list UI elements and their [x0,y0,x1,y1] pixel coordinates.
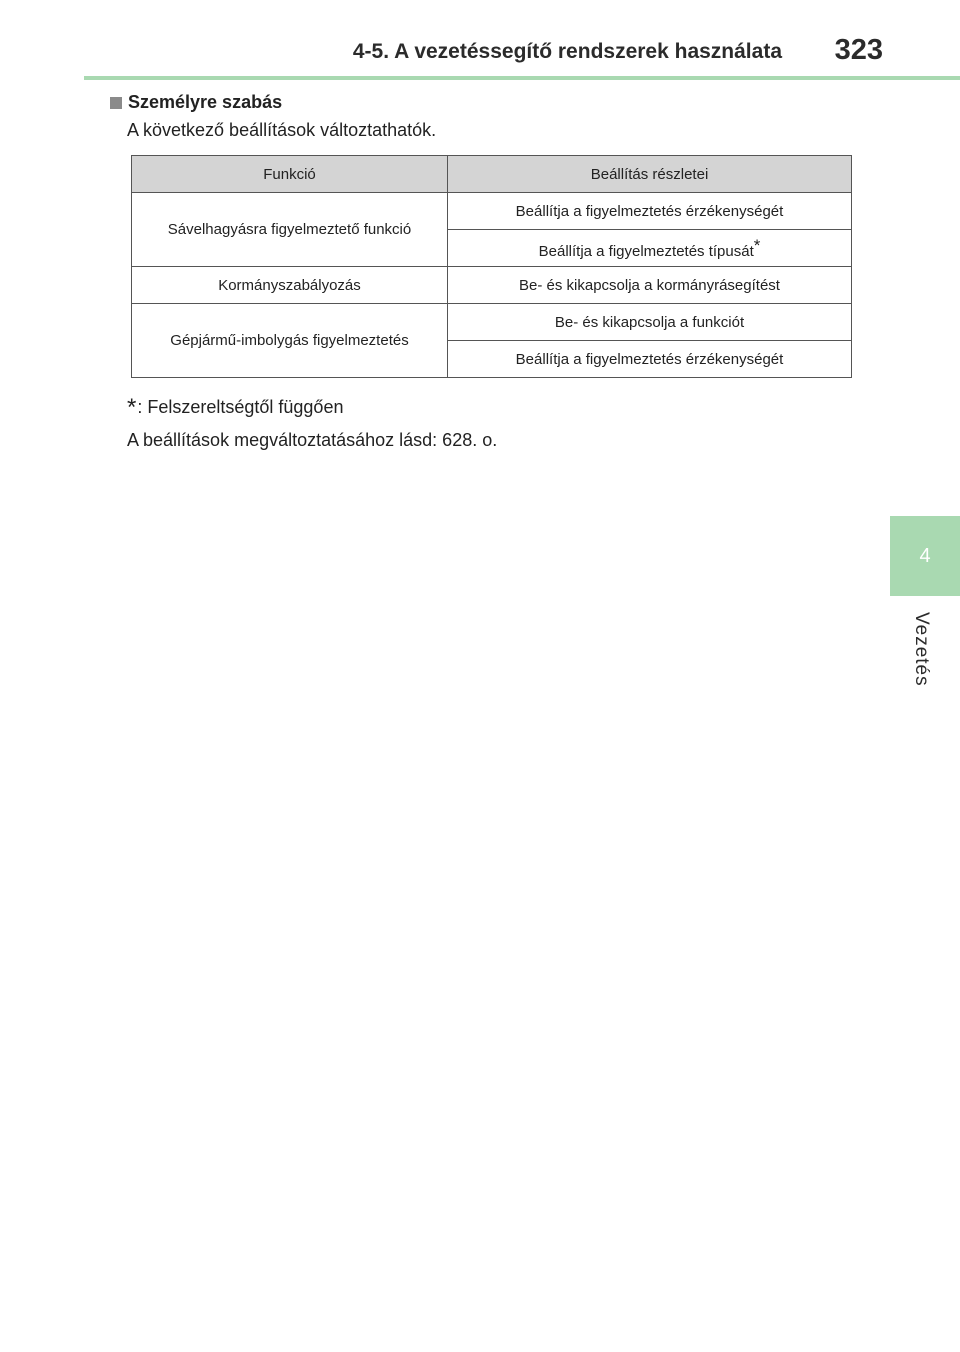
chapter-tab-number: 4 [919,544,931,567]
footnote-marker: * [753,236,761,255]
detail-cell: Beállítja a figyelmeztetés érzékenységét [448,193,852,230]
column-header-function: Funkció [132,156,448,193]
footnote [127,394,343,422]
footnote-text: : Felszereltségtől függően [137,397,344,417]
function-cell: Sávelhagyásra figyelmeztető funkció [132,193,448,267]
chapter-tab-label: Vezetés [911,612,932,687]
function-cell: Kormányszabályozás [132,267,448,304]
table-row [132,304,852,341]
detail-cell: Beállítja a figyelmeztetés érzékenységét [448,341,852,378]
section-heading [110,92,282,113]
table-header-row [132,156,852,193]
function-cell: Gépjármű-imbolygás figyelmeztetés [132,304,448,378]
detail-cell [448,230,852,267]
header-section-title: 4-5. A vezetéssegítő rendszerek használata [352,40,782,63]
settings-table [131,155,852,378]
header-divider [84,76,960,80]
footnote-star: * [127,394,137,421]
section-heading-text: Személyre szabás [128,92,283,112]
section-intro: A következő beállítások változtathatók. [127,120,437,140]
detail-cell: Be- és kikapcsolja a kormányrásegítést [448,267,852,304]
table-row [132,267,852,304]
detail-cell-text: Beállítja a figyelmeztetés típusát [538,243,754,260]
column-header-details: Beállítás részletei [448,156,852,193]
table-row [132,193,852,230]
chapter-tab [890,516,960,596]
square-bullet-icon [110,97,122,109]
page-number: 323 [834,34,883,66]
detail-cell: Be- és kikapcsolja a funkciót [448,304,852,341]
page-reference: A beállítások megváltoztatásához lásd: 628. o. [127,430,498,450]
